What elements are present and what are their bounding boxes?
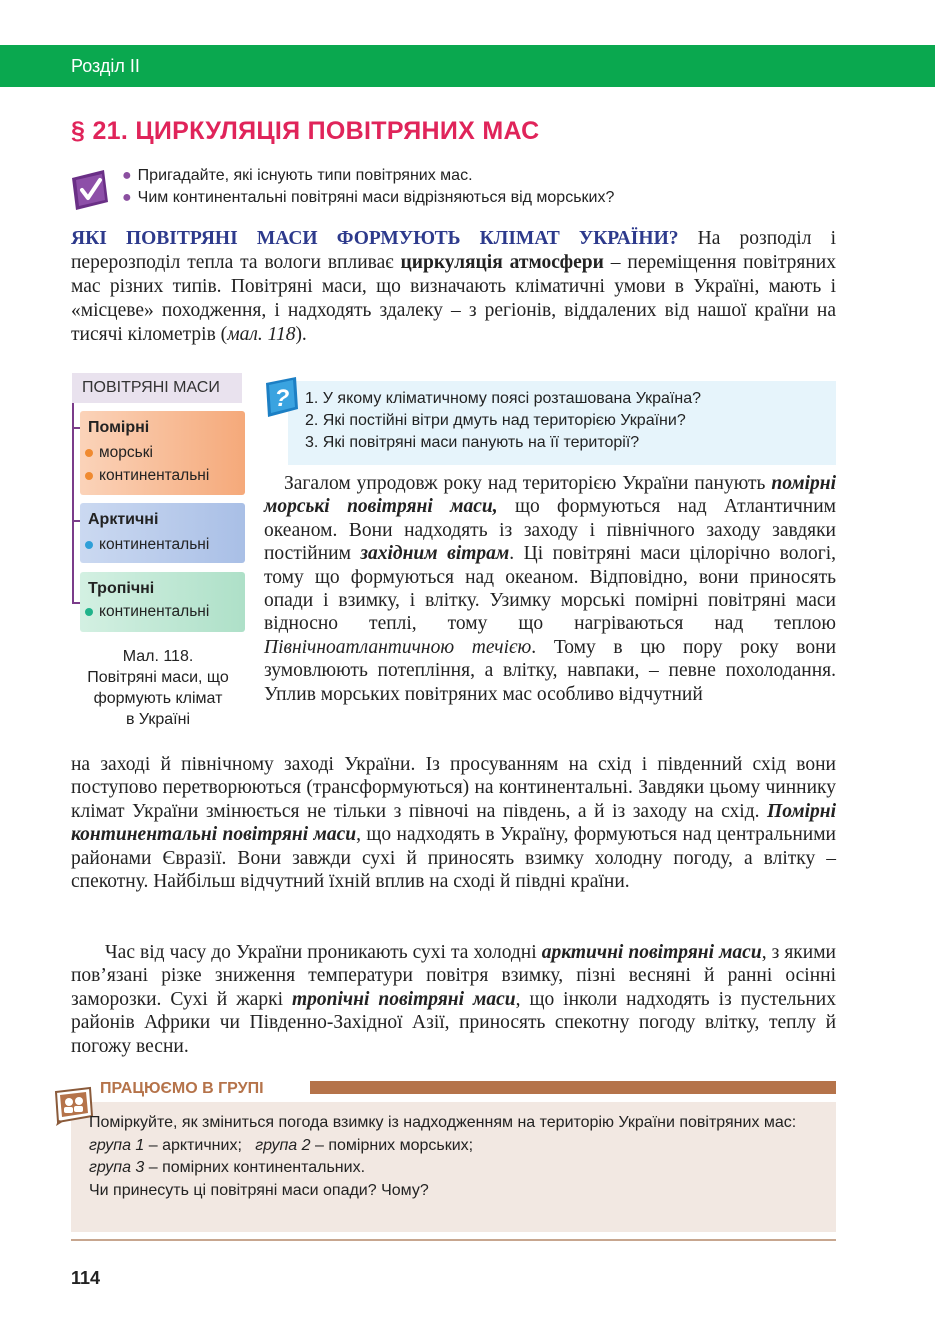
svg-text:?: ? (274, 385, 290, 412)
figure-caption: Мал. 118. Повітряні маси, що формують клімат в Україні (87, 648, 229, 728)
group-task-text: Поміркуйте, як зміниться погода взимку із надходженням на територію України повітряних мас: група 1 – арктичних; група 2 – помірних морських; група 3 – помірних континентальних. Чи принесуть ці повітряні маси опади? Чому? (89, 1114, 797, 1199)
recall-list (122, 165, 614, 209)
questions-list (305, 388, 701, 454)
body-paragraph-2: на заході й північному заході України. Із просуванням на схід і південний схід вони поступово перетворюються (трансформуються) на континентальні. Завдяки цьому чиннику клімат України змінюється не тільки з півночі на південь, а й із заходу на схід. Помірні континентальні повітряні маси, що надходять в Україну, формуються над центральними районами Євразії. Вони завжди сухі й приносять взимку холодну погоду, а влітку – спекотну. Найбільш відчутний їхній вплив на сході й півдні країни. (71, 754, 836, 893)
section-question: ЯКІ ПОВІТРЯНІ МАСИ ФОРМУЮТЬ КЛІМАТ УКРАЇНИ? (71, 228, 679, 249)
group-title-bar (310, 1081, 836, 1094)
recall-item: ● Чим континентальні повітряні маси відрізняються від морських? (122, 189, 615, 206)
section-header-bar (0, 45, 935, 87)
question-item: 1. У якому кліматичному поясі розташована Україна? (305, 390, 702, 407)
temperate-box: Помірні морські континентальні (80, 411, 245, 495)
diagram-connector (72, 403, 74, 603)
body-paragraph-1: Загалом упродовж року над територією України панують помірні морські повітряні маси, що формуються над Атлантичним океаном. Вони надходять із заходу і північного заходу завдяки постійним західним вітрам. Ці повітряні маси цілорічно вологі, тому що формуються над океаном. Відповідно, вони приносять опади і взимку, і влітку. Узимку морські помірні повітряні маси відносно теплі, тому що нагріваються над теплою Північноатлантичною течією. Тому в цю пору року вони зумовлюють потепління, а влітку, навпаки, – певне похолодання. Уплив морських повітряних мас особливо відчутний (264, 473, 836, 705)
question-item: 2. Які постійні вітри дмуть над територією України? (305, 412, 686, 429)
page-number: 114 (71, 1268, 101, 1288)
intro-paragraph: ЯКІ ПОВІТРЯНІ МАСИ ФОРМУЮТЬ КЛІМАТ УКРАЇНИ? На розподіл і перерозподіл тепла та вологи впливає циркуляція атмосфери – переміщення повітряних мас різних типів. Повітряні маси, що визначають кліматичні умови в Україні, мають і «місцеве» походження, і надходять здалеку – з регіонів, віддалених від нашої країни на тисячі кілометрів (мал. 118). (71, 228, 836, 345)
checkmark-book-icon (70, 168, 110, 212)
diagram-heading: ПОВІТРЯНІ МАСИ (72, 373, 242, 403)
question-mark-icon (264, 377, 300, 419)
group-bottom-rule (71, 1239, 836, 1241)
body-paragraph-3: Час від часу до України проникають сухі та холодні арктичні повітряні маси, з якими пов’язані різке зниження температури повітря взимку, пізні весняні й ранні осінні заморозки. Сухі й жаркі тропічні повітряні маси, що інколи надходять із пустельних районів Африки чи Південно-Західної Азії, приносять спекотну погоду влітку, теплу й погожу весни. (71, 942, 836, 1057)
recall-item: ● Пригадайте, які існують типи повітряних мас. (122, 167, 473, 184)
group-title: ПРАЦЮЄМО В ГРУПІ (100, 1080, 264, 1097)
diagram-branch (72, 520, 80, 522)
arctic-box: Арктичні континентальні (80, 503, 245, 563)
tropical-box: Тропічні континентальні (80, 572, 245, 632)
diagram-branch (72, 602, 80, 604)
question-item: 3. Які повітряні маси панують на її території? (305, 434, 640, 451)
page-title: § 21. ЦИРКУЛЯЦІЯ ПОВІТРЯНИХ МАС (71, 117, 540, 145)
section-label: Розділ II (71, 56, 140, 76)
diagram-branch (72, 427, 80, 429)
